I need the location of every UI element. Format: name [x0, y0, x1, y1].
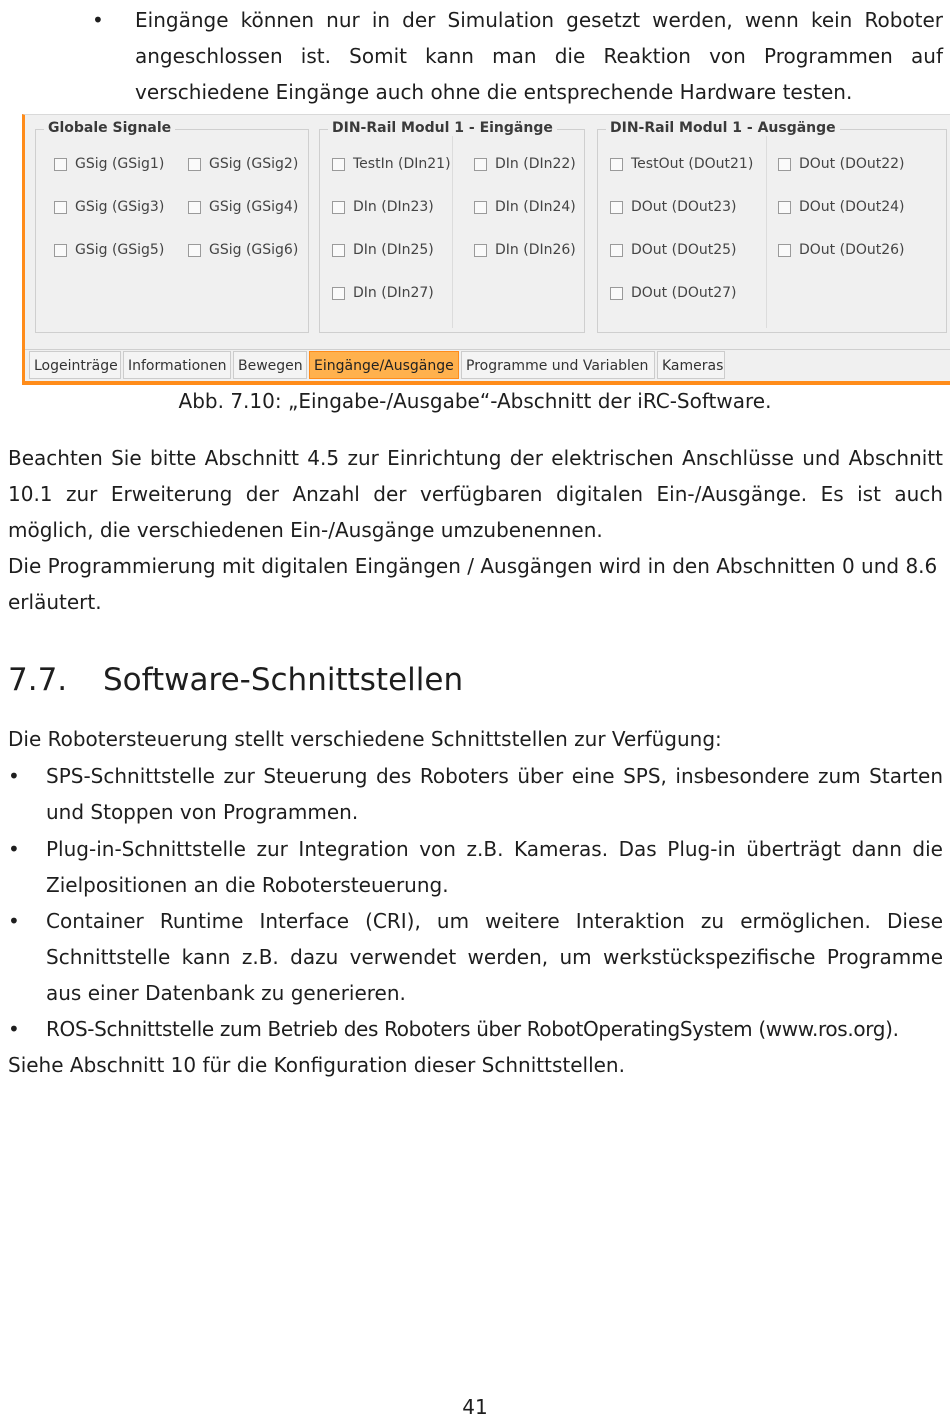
- column-divider: [766, 136, 767, 328]
- checkbox-box[interactable]: [610, 287, 623, 300]
- tab-information[interactable]: Informationen: [123, 351, 231, 379]
- tab-log-entries[interactable]: Logeinträge: [29, 351, 121, 379]
- checkbox-box[interactable]: [332, 244, 345, 257]
- group-din-outputs: [597, 120, 947, 333]
- intro-text: Die Robotersteuerung stellt verschiedene Schnittstellen zur Verfügung:: [8, 727, 722, 751]
- checkbox-gsig1[interactable]: [54, 156, 164, 172]
- checkbox-label: GSig (GSig5): [75, 242, 165, 258]
- group-title: Globale Signale: [44, 120, 175, 136]
- paragraph-connections: Beachten Sie bitte Abschnitt 4.5 zur Einrichtung der elektrischen Anschlüsse und Abschnitt 10.1 zur Erweiterung der Anzahl der verfügbaren digitalen Ein-/Ausgänge. Es ist auch möglich, die verschiedenen Ein-/Ausgänge umzubenennen.: [8, 446, 943, 542]
- bullet-dot: •: [8, 837, 20, 861]
- checkbox-din26[interactable]: [474, 242, 576, 258]
- checkbox-gsig5[interactable]: [54, 242, 164, 258]
- figure-caption: Abb. 7.10: „Eingabe-/Ausgabe“-Abschnitt der iRC-Software.: [178, 389, 772, 413]
- checkbox-box[interactable]: [54, 158, 67, 171]
- bullet-dot: •: [8, 764, 20, 788]
- tab-move[interactable]: Bewegen: [233, 351, 307, 379]
- checkbox-dout23[interactable]: [610, 199, 737, 215]
- group-title: DIN-Rail Modul 1 - Ausgänge: [606, 120, 840, 136]
- checkbox-label: DIn (DIn22): [495, 156, 576, 172]
- checkbox-label: DOut (DOut26): [799, 242, 905, 258]
- checkbox-dout24[interactable]: [778, 199, 905, 215]
- tab-programs-variables[interactable]: Programme und Variablen: [461, 351, 655, 379]
- section-title: Software-Schnittstellen: [103, 662, 464, 698]
- checkbox-din24[interactable]: [474, 199, 576, 215]
- checkbox-dout21[interactable]: [610, 156, 753, 172]
- checkbox-label: TestOut (DOut21): [631, 156, 754, 172]
- list-item: [8, 758, 943, 830]
- checkbox-label: GSig (GSig1): [75, 156, 165, 172]
- list-item-text: SPS-Schnittstelle zur Steuerung des Roboters über eine SPS, insbesondere zum Starten und Stoppen von Programmen.: [46, 764, 943, 824]
- checkbox-dout27[interactable]: [610, 285, 737, 301]
- section-number: 7.7.: [8, 662, 68, 698]
- checkbox-gsig4[interactable]: [188, 199, 298, 215]
- checkbox-gsig6[interactable]: [188, 242, 298, 258]
- checkbox-box[interactable]: [778, 244, 791, 257]
- checkbox-din23[interactable]: [332, 199, 434, 215]
- checkbox-label: DIn (DIn25): [353, 242, 434, 258]
- bullet-dot: •: [92, 8, 104, 32]
- checkbox-din25[interactable]: [332, 242, 434, 258]
- bullet-dot: •: [8, 909, 20, 933]
- checkbox-gsig2[interactable]: [188, 156, 298, 172]
- checkbox-label: DOut (DOut25): [631, 242, 737, 258]
- column-divider: [452, 136, 453, 328]
- checkbox-dout22[interactable]: [778, 156, 905, 172]
- checkbox-din21[interactable]: [332, 156, 451, 172]
- checkbox-box[interactable]: [474, 244, 487, 257]
- irc-software-screenshot: [22, 114, 950, 385]
- checkbox-box[interactable]: [610, 244, 623, 257]
- checkbox-label: DOut (DOut27): [631, 285, 737, 301]
- checkbox-label: DIn (DIn26): [495, 242, 576, 258]
- checkbox-dout25[interactable]: [610, 242, 737, 258]
- top-bullet: [92, 2, 943, 110]
- checkbox-box[interactable]: [188, 201, 201, 214]
- checkbox-box[interactable]: [610, 201, 623, 214]
- checkbox-label: GSig (GSig6): [209, 242, 299, 258]
- top-bullet-text: Eingänge können nur in der Simulation gesetzt werden, wenn kein Roboter angeschlossen ist. Somit kann man die Reaktion von Programmen auf verschiedene Eingänge auch ohne die entsprechende Hardware testen.: [135, 8, 943, 104]
- checkbox-box[interactable]: [474, 201, 487, 214]
- paragraph-programming: Die Programmierung mit digitalen Eingängen / Ausgängen wird in den Abschnitten 0 und 8.6 erläutert.: [8, 554, 938, 614]
- checkbox-box[interactable]: [332, 158, 345, 171]
- tab-inputs-outputs[interactable]: Eingänge/Ausgänge: [309, 351, 459, 379]
- checkbox-din27[interactable]: [332, 285, 434, 301]
- checkbox-box[interactable]: [332, 287, 345, 300]
- list-item-text: Plug-in-Schnittstelle zur Integration von z.B. Kameras. Das Plug-in überträgt dann die Zielpositionen an die Robotersteuerung.: [46, 837, 943, 897]
- list-item: [8, 1011, 943, 1047]
- group-din-inputs: [319, 120, 585, 333]
- group-title: DIN-Rail Modul 1 - Eingänge: [328, 120, 557, 136]
- checkbox-box[interactable]: [332, 201, 345, 214]
- checkbox-gsig3[interactable]: [54, 199, 164, 215]
- checkbox-dout26[interactable]: [778, 242, 905, 258]
- checkbox-box[interactable]: [54, 244, 67, 257]
- checkbox-box[interactable]: [188, 158, 201, 171]
- checkbox-box[interactable]: [610, 158, 623, 171]
- checkbox-label: DOut (DOut23): [631, 199, 737, 215]
- checkbox-label: DOut (DOut22): [799, 156, 905, 172]
- list-item-text: ROS-Schnittstelle zum Betrieb des Roboters über RobotOperatingSystem (www.ros.org).: [46, 1017, 899, 1041]
- list-item-text: Container Runtime Interface (CRI), um weitere Interaktion zu ermöglichen. Diese Schnittstelle kann z.B. dazu verwendet werden, um werkstückspezifische Programme aus einer Datenbank zu generieren.: [46, 909, 943, 1005]
- checkbox-label: GSig (GSig3): [75, 199, 165, 215]
- checkbox-label: DIn (DIn27): [353, 285, 434, 301]
- list-item: [8, 903, 943, 1011]
- page-number: 41: [462, 1395, 488, 1419]
- checkbox-label: TestIn (DIn21): [353, 156, 451, 172]
- tab-bar: [25, 349, 950, 380]
- checkbox-box[interactable]: [188, 244, 201, 257]
- checkbox-box[interactable]: [778, 201, 791, 214]
- checkbox-label: DOut (DOut24): [799, 199, 905, 215]
- bullet-dot: •: [8, 1017, 20, 1041]
- checkbox-label: DIn (DIn23): [353, 199, 434, 215]
- checkbox-box[interactable]: [474, 158, 487, 171]
- checkbox-box[interactable]: [54, 201, 67, 214]
- list-item: [8, 831, 943, 903]
- checkbox-box[interactable]: [778, 158, 791, 171]
- group-global-signals: [35, 120, 309, 333]
- tab-cameras[interactable]: Kameras: [657, 351, 725, 379]
- checkbox-label: DIn (DIn24): [495, 199, 576, 215]
- checkbox-din22[interactable]: [474, 156, 576, 172]
- checkbox-label: GSig (GSig4): [209, 199, 299, 215]
- closing-text: Siehe Abschnitt 10 für die Konfiguration dieser Schnittstellen.: [8, 1053, 625, 1077]
- checkbox-label: GSig (GSig2): [209, 156, 299, 172]
